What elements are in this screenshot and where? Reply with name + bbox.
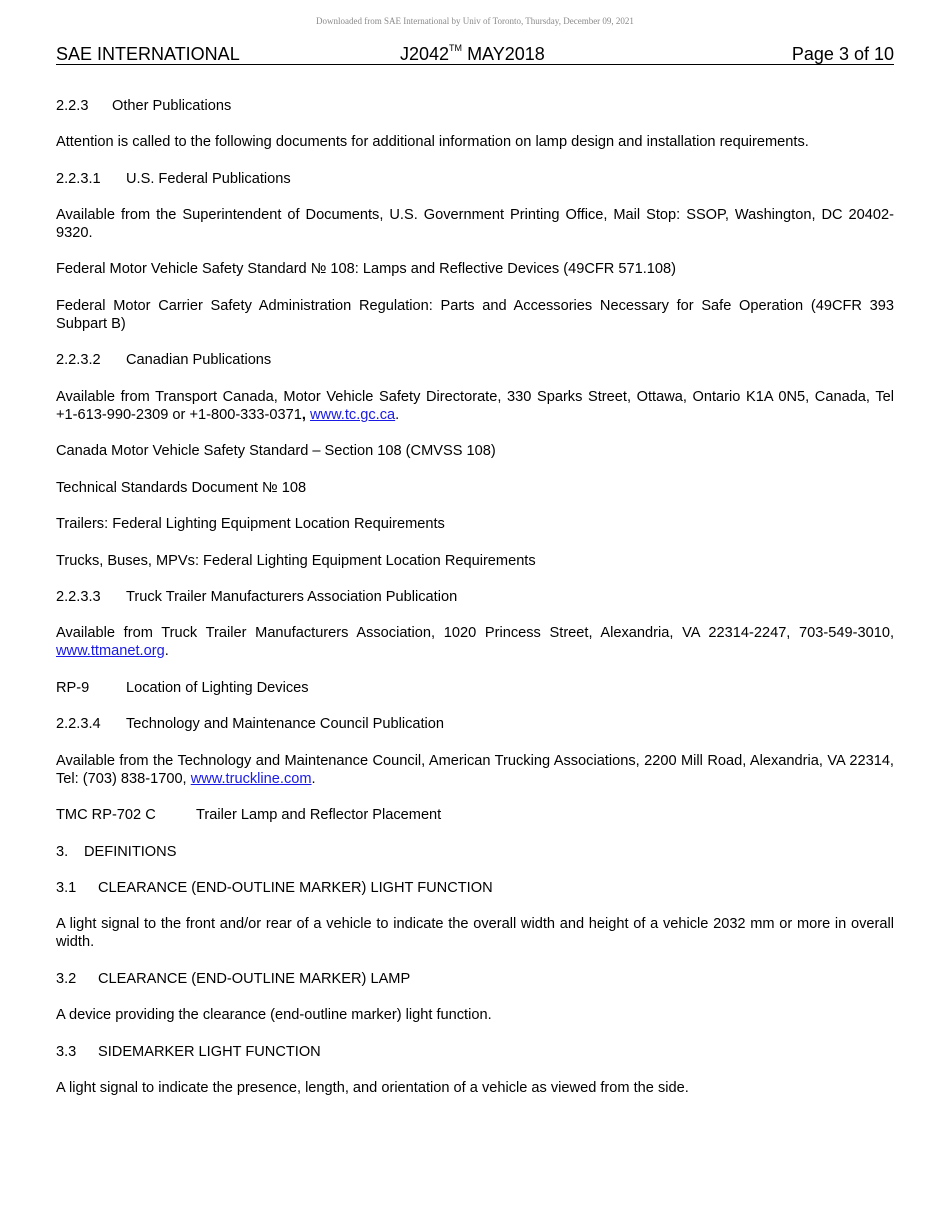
paragraph-text: Available from Transport Canada, Motor Vehicle Safety Directorate, 330 Sparks Street, Ottawa, Ontario K1A 0N5, Canada, Tel +1-613-990-2309 or +1-800-333-0371: [56, 389, 894, 423]
paragraph-ttma: [56, 624, 894, 660]
section-number: 2.2.3.3: [56, 589, 101, 605]
ttma-link[interactable]: www.ttmanet.org: [56, 643, 165, 659]
section-title: Other Publications: [112, 98, 232, 114]
download-watermark: Downloaded from SAE International by Univ of Toronto, Thursday, December 09, 2021: [316, 16, 634, 26]
paragraph-fmvss-108: Federal Motor Vehicle Safety Standard № 108: Lamps and Reflective Devices (49CFR 571.108): [56, 261, 676, 277]
section-title: Truck Trailer Manufacturers Association Publication: [126, 589, 458, 605]
paragraph-text: Available from the Technology and Maintenance Council, American Trucking Associations, 2200 Mill Road, Alexandria, VA 22314, Tel: (703) 838-1700,: [56, 753, 894, 787]
heading-2-2-3-1: [56, 170, 894, 188]
heading-3-definitions: [56, 843, 894, 861]
tc-link[interactable]: www.tc.gc.ca: [309, 407, 396, 423]
section-title: CLEARANCE (END-OUTLINE MARKER) LAMP: [98, 971, 411, 987]
trademark-mark: TM: [449, 43, 463, 53]
heading-2-2-3-3: [56, 588, 894, 606]
section-number: 2.2.3.4: [56, 716, 101, 732]
section-number: 3.: [56, 844, 69, 860]
section-number: 3.2: [56, 971, 77, 987]
heading-3-3: [56, 1043, 894, 1061]
item-tmc-rp-702: [56, 806, 894, 824]
paragraph-fmcsa: Federal Motor Carrier Safety Administration Regulation: Parts and Accessories Necessary for Safe Operation (49CFR 393 Subpart B): [56, 298, 894, 332]
paragraph-superintendent: Available from the Superintendent of Documents, U.S. Government Printing Office, Mail Stop: SSOP, Washington, DC 20402-9320.: [56, 207, 894, 241]
paragraph-cmvss: Canada Motor Vehicle Safety Standard – Section 108 (CMVSS 108): [56, 443, 496, 459]
paragraph-3-1: A light signal to the front and/or rear of a vehicle to indicate the overall width and height of a vehicle 2032 mm or more in overall width.: [56, 916, 894, 950]
paragraph-transport-canada: [56, 388, 894, 424]
item-title: Location of Lighting Devices: [126, 680, 309, 696]
period: .: [311, 771, 316, 787]
section-title: U.S. Federal Publications: [126, 171, 291, 187]
period: .: [395, 407, 400, 423]
doc-date: MAY2018: [467, 44, 545, 64]
comma: ,: [301, 407, 306, 423]
truckline-link[interactable]: www.truckline.com: [190, 771, 312, 787]
paragraph-tsd: Technical Standards Document № 108: [56, 480, 307, 496]
section-title: CLEARANCE (END-OUTLINE MARKER) LIGHT FUNCTION: [98, 880, 493, 896]
section-title: Canadian Publications: [126, 352, 272, 368]
section-number: 2.2.3: [56, 98, 89, 114]
paragraph-3-3: A light signal to indicate the presence, length, and orientation of a vehicle as viewed from the side.: [56, 1080, 689, 1096]
heading-2-2-3: [56, 97, 894, 115]
section-number: 3.3: [56, 1044, 77, 1060]
item-code: RP-9: [56, 680, 90, 696]
paragraph-trucks: Trucks, Buses, MPVs: Federal Lighting Equipment Location Requirements: [56, 553, 536, 569]
item-rp-9: [56, 679, 894, 697]
paragraph-3-2: A device providing the clearance (end-outline marker) light function.: [56, 1007, 492, 1023]
paragraph-attention: Attention is called to the following documents for additional information on lamp design and installation requirements.: [56, 134, 809, 150]
paragraph-trailers: Trailers: Federal Lighting Equipment Location Requirements: [56, 516, 445, 532]
page-header: [56, 44, 894, 65]
item-code: TMC RP-702 C: [56, 807, 156, 823]
section-number: 3.1: [56, 880, 77, 896]
section-number: 2.2.3.2: [56, 352, 101, 368]
section-title: DEFINITIONS: [84, 844, 177, 860]
section-title: Technology and Maintenance Council Publication: [126, 716, 445, 732]
header-organization: SAE INTERNATIONAL: [56, 44, 240, 64]
heading-3-1: [56, 879, 894, 897]
doc-number: J2042: [400, 44, 450, 64]
item-title: Trailer Lamp and Reflector Placement: [196, 807, 442, 823]
paragraph-text: Available from Truck Trailer Manufacturers Association, 1020 Princess Street, Alexandria, VA 22314-2247, 703-549-3010,: [56, 625, 894, 641]
header-document-id: [400, 44, 545, 65]
section-title: SIDEMARKER LIGHT FUNCTION: [98, 1044, 321, 1060]
section-number: 2.2.3.1: [56, 171, 101, 187]
period: .: [164, 643, 169, 659]
paragraph-tmc: [56, 752, 894, 788]
heading-2-2-3-2: [56, 351, 894, 369]
heading-3-2: [56, 970, 894, 988]
header-page-number: Page 3 of 10: [791, 44, 894, 64]
heading-2-2-3-4: [56, 715, 894, 733]
